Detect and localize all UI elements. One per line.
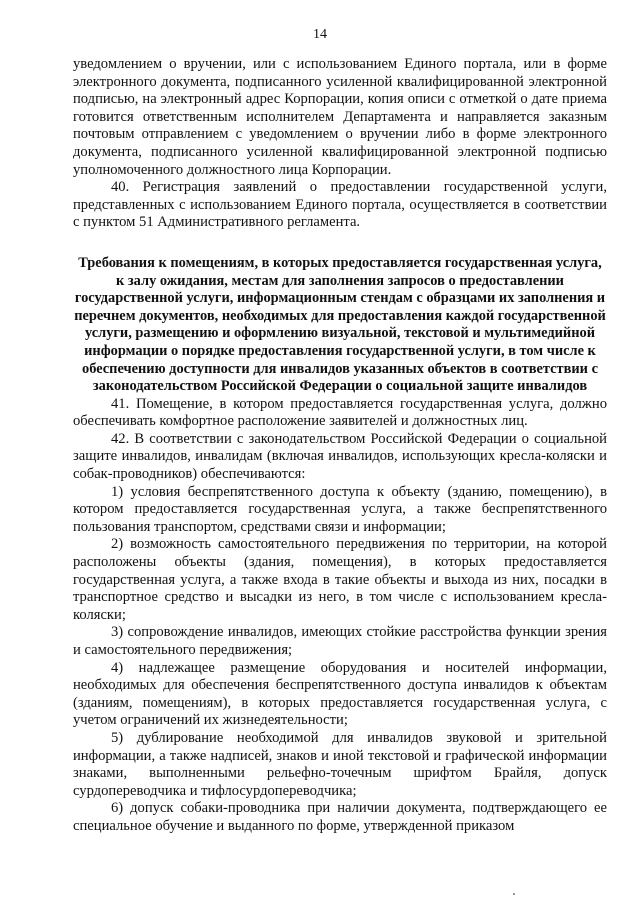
scan-speck — [513, 893, 515, 895]
list-item-4: 4) надлежащее размещение оборудования и носителей информации, необходимых для обеспечения беспрепятственного доступа инвалидов к объектам (зданиям, помещениям), в которых предоставляется государственная услуга, с учетом ограничений их жизнедеятельности; — [73, 659, 607, 729]
list-item-1: 1) условия беспрепятственного доступа к объекту (зданию, помещению), в котором предоставляется государственная услуга, а также беспрепятственного пользования транспортом, средствами связи и информации; — [73, 483, 607, 535]
section-heading: Требования к помещениям, в которых предоставляется государственная услуга, к залу ожидания, местам для заполнения запросов о предоставлении государственной услуги, информационным стендам с образцами их заполнения и перечнем документов, необходимых для предоставления каждой государственной услуги, размещению и оформлению визуальной, текстовой и мультимедийной информации о порядке предоставления государственной услуги, в том числе к обеспечению доступности для инвалидов указанных объектов в соответствии с законодательством Российской Федерации о социальной защите инвалидов — [74, 254, 606, 395]
list-item-6: 6) допуск собаки-проводника при наличии документа, подтверждающего ее специальное обучение и выданного по форме, утвержденной приказом — [73, 800, 607, 834]
page-number: 14 — [313, 27, 327, 42]
paragraph-40: 40. Регистрация заявлений о предоставлении государственной услуги, представленных с использованием Единого портала, осуществляется в соответствии с пунктом 51 Административного регламента. — [73, 179, 607, 231]
list-item-5: 5) дублирование необходимой для инвалидов звуковой и зрительной информации, а также надписей, знаков и иной текстовой и графической информации знаками, выполненными рельефно-точечным шрифтом Брайля, допуск сурдопереводчика и тифлосурдопереводчика; — [73, 729, 607, 799]
paragraph-41: 41. Помещение, в котором предоставляется государственная услуга, должно обеспечивать комфортное расположение заявителей и должностных лиц. — [73, 395, 607, 430]
list-item-3: 3) сопровождение инвалидов, имеющих стойкие расстройства функции зрения и самостоятельного передвижения; — [73, 624, 607, 658]
page-body — [73, 56, 607, 836]
continuation-paragraph: уведомлением о вручении, или с использованием Единого портала, или в форме электронного документа, подписанного усиленной квалифицированной электронной подписью, на электронный адрес Корпорации, копия описи с отметкой о дате приема готовится ответственным исполнителем Департамента и направляется заказным почтовым отправлением с уведомлением о вручении либо в форме электронного документа, подписанного усиленной квалифицированной электронной подписью уполномоченного должностного лица Корпорации. — [73, 56, 607, 178]
paragraph-42: 42. В соответствии с законодательством Российской Федерации о социальной защите инвалидов, инвалидам (включая инвалидов, использующих кресла-коляски и собак-проводников) обеспечиваются: — [73, 430, 607, 483]
list-item-2: 2) возможность самостоятельного передвижения по территории, на которой расположены объекты (здания, помещения), в которых предоставляется государственная услуга, а также входа в такие объекты и выхода из них, посадки в транспортное средство и высадки из него, в том числе с использованием кресла-коляски; — [73, 536, 607, 623]
